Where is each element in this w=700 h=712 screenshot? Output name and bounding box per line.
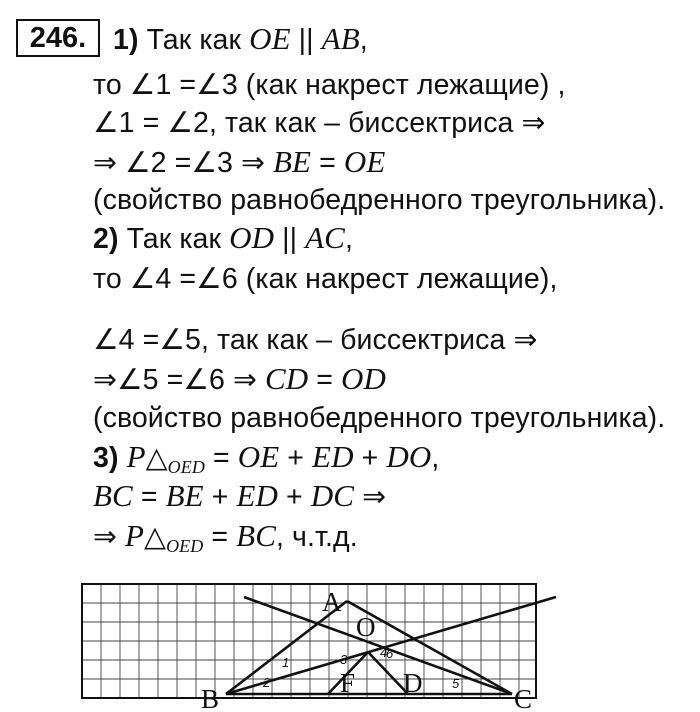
angle-mark-5: 5: [452, 676, 460, 691]
label-a: A: [322, 587, 342, 617]
text-run: , ч.т.д.: [275, 521, 358, 553]
text-run: +: [278, 481, 311, 513]
text-run: +: [279, 442, 313, 474]
angle-mark-3: 3: [340, 652, 348, 667]
text-run: Так как: [118, 223, 230, 255]
text-run: ⇒: [93, 521, 125, 553]
angle-mark-1: 1: [282, 655, 290, 670]
text-run: +: [353, 442, 387, 474]
text-run: BE: [165, 478, 204, 513]
text-run: △: [145, 442, 168, 474]
text-run: =: [311, 147, 344, 179]
text-run: 2): [93, 223, 119, 255]
text-run: P: [125, 518, 145, 553]
text-run: =: [203, 521, 237, 553]
text-run: OE: [343, 144, 386, 179]
text-run: ||: [290, 24, 322, 56]
label-d: D: [403, 668, 423, 698]
text-run: BC: [236, 518, 276, 553]
angle-mark-6: 6: [386, 646, 394, 661]
label-b: B: [201, 684, 220, 712]
angle-mark-4: 4: [380, 645, 388, 660]
text-run: P: [126, 439, 146, 474]
text-run: ∠1 = ∠2, так как – биссектриса ⇒: [93, 107, 546, 139]
label-o: O: [356, 612, 376, 642]
text-run: =: [204, 442, 238, 474]
text-run: AC: [305, 220, 345, 255]
text-run: OED: [166, 536, 204, 556]
text-run: ,: [431, 442, 440, 474]
text-run: OD: [229, 220, 275, 255]
text-run: BC: [93, 478, 133, 513]
text-run: ,: [344, 223, 353, 255]
text-run: =: [308, 364, 342, 396]
text-run: ⇒∠5 =∠6 ⇒: [93, 364, 265, 396]
text-run: (свойство равнобедренного треугольника).: [93, 402, 666, 434]
angle-mark-2: 2: [263, 675, 271, 690]
label-c: C: [514, 684, 533, 712]
text-run: ⇒: [354, 481, 387, 513]
text-run: BE: [272, 144, 312, 179]
text-run: ED: [236, 478, 278, 513]
text-run: ∠4 =∠5, так как – биссектриса ⇒: [93, 324, 538, 356]
text-run: ,: [359, 24, 368, 56]
text-run: 3): [93, 442, 119, 474]
text-run: (свойство равнобедренного треугольника).: [93, 184, 666, 216]
text-run: OD: [341, 361, 386, 396]
text-run: OED: [167, 457, 205, 477]
text-run: +: [203, 481, 237, 513]
text-run: OE: [237, 439, 280, 474]
text-run: ||: [274, 223, 306, 255]
text-run: CD: [264, 361, 309, 396]
text-run: Так как: [138, 24, 250, 56]
text-run: DO: [386, 439, 432, 474]
grid-background: [82, 584, 536, 698]
text-run: DC: [310, 478, 355, 513]
text-run: AB: [321, 21, 360, 56]
label-f: F: [340, 668, 356, 698]
text-run: ⇒ ∠2 =∠3 ⇒: [93, 147, 273, 179]
text-run: △: [144, 521, 167, 553]
text-run: то ∠4 =∠6 (как накрест лежащие),: [93, 263, 558, 295]
problem-number: 246.: [16, 19, 100, 57]
text-run: то ∠1 =∠3 (как накрест лежащие) ,: [93, 69, 566, 101]
text-run: =: [132, 481, 166, 513]
text-run: OE: [249, 21, 291, 56]
text-run: 1): [113, 24, 139, 56]
text-run: ED: [312, 439, 354, 474]
